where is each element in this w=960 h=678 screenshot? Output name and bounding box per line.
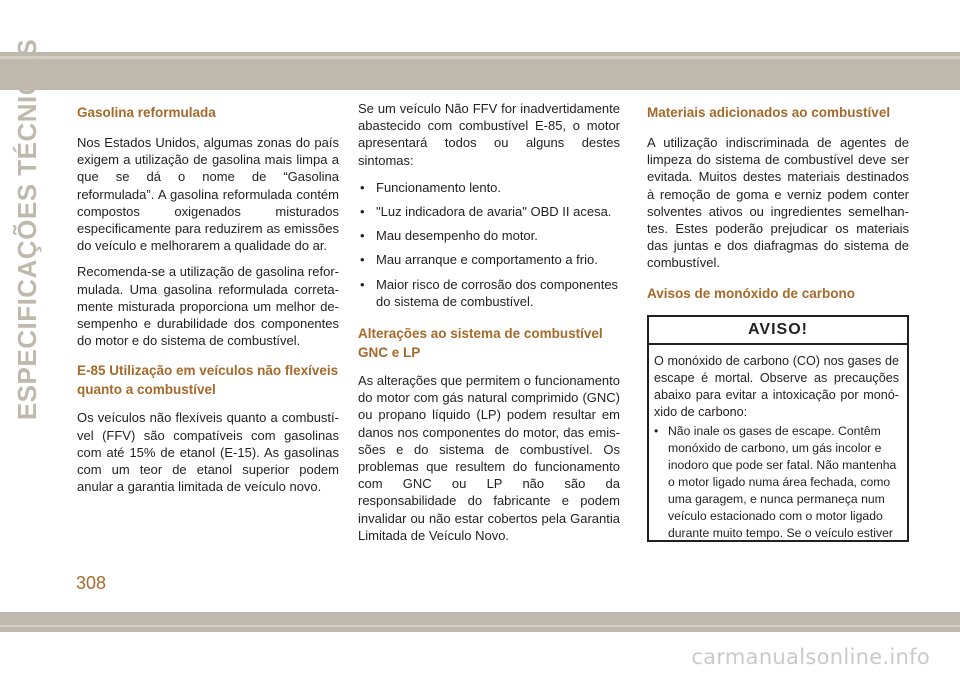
paragraph: Nos Estados Unidos, algumas zonas do país exigem a utilização de gasolina mais limpa a que se dá o nome de “Gasolina reformulada”. A gasolina reformulada contém compostos oxigenados misturados especificamente para reduzirem as emissões do veículo e melhorarem a qualidade do ar. (77, 135, 339, 254)
bullet-icon: • (360, 252, 365, 268)
heading-materiais-adicionados: Materiais adicionados ao combustível (647, 105, 891, 120)
warning-body (649, 345, 907, 542)
warning-title: AVISO! (649, 317, 907, 345)
column-1 (77, 100, 339, 504)
heading-gnc-lp: Alterações ao sistema de combustível GNC e LP (358, 326, 603, 361)
symptom-list (358, 179, 620, 310)
paragraph: Se um veículo Não FFV for inadvertidamente abastecido com combustível E-85, o motor apresentará todos ou alguns destes sintomas: (358, 101, 620, 168)
list-item: • "Luz indicadora de avaria" OBD II acesa. (360, 204, 612, 220)
section-side-title (10, 38, 46, 420)
heading-gasolina-reformulada: Gasolina reformulada (77, 105, 216, 120)
bullet-icon: • (360, 179, 365, 195)
paragraph: Os veículos não flexíveis quanto a combustível (FFV) são compatíveis com gasolinas com até 15% de etanol (E-15). As gasolinas com um teor de etanol superior podem anular a garantia limitada de veículo novo. (77, 410, 339, 495)
warning-box (647, 315, 909, 542)
footer-band (0, 612, 960, 632)
paragraph: Recomenda-se a utilização de gasolina reformulada. Uma gasolina reformulada corretamente misturada proporciona um melhor desempenho e durabilidade dos componentes do motor e do sistema de combustível. (77, 264, 339, 349)
page-number: 308 (76, 573, 107, 593)
paragraph: As alterações que permitem o funcionamento do motor com gás natural comprimido (GNC) ou propano líquido (LP) podem resultar em danos nos componentes do motor, das emissões e do sistema de combustível. Os problemas que resultem do funcionamento com GNC ou LP não são da responsabilidade do fabricante e podem invalidar ou não estar cobertos pela Garantia Limitada de Veículo Novo. (358, 373, 620, 543)
list-item: • Maior risco de corrosão dos componentes do sistema de combustível. (360, 276, 619, 309)
footer-band-stripe (0, 625, 960, 627)
watermark: carmanualsonline.info (691, 645, 930, 669)
column-3 (647, 100, 909, 542)
list-item: • Mau desempenho do motor. (360, 228, 538, 244)
bullet-icon: • (360, 228, 365, 244)
heading-monoxido-carbono: Avisos de monóxido de carbono (647, 285, 856, 301)
list-item: • Mau arranque e comportamento a frio. (360, 252, 598, 268)
bullet-icon: • (360, 204, 365, 220)
bullet-icon: • (360, 276, 365, 292)
warning-list (654, 423, 899, 542)
list-item: • Não inale os gases de escape. Contêm monóxido de carbono, um gás incolor e inodoro que pode ser fatal. Não mantenha o motor ligado numa área fechada, como uma garagem, e nunca permaneça num veículo estacionado com o motor ligado durante muito tempo. Se o veículo estiver (654, 423, 897, 540)
warning-paragraph: O monóxido de carbono (CO) nos gases de escape é mortal. Observe as precauções abaixo para evitar a intoxicação por monóxido de carbono: (654, 353, 899, 419)
bullet-icon: • (654, 423, 659, 438)
section-side-title-text: ESPECIFICAÇÕES TÉCNICAS (12, 38, 43, 420)
heading-e85: E-85 Utilização em veículos não flexíveis quanto a combustível (77, 363, 339, 398)
list-item: • Funcionamento lento. (360, 179, 502, 195)
header-band-stripe (0, 56, 960, 59)
column-2 (358, 100, 620, 553)
paragraph: A utilização indiscriminada de agentes de limpeza do sistema de combustível deve ser evitada. Muitos destes materiais destinados à remoção de goma e verniz podem conter solventes ativos ou ingredientes semelhantes. Estes poderão prejudicar os materiais das juntas e dos diafragmas do sistema de combustível. (647, 135, 909, 271)
